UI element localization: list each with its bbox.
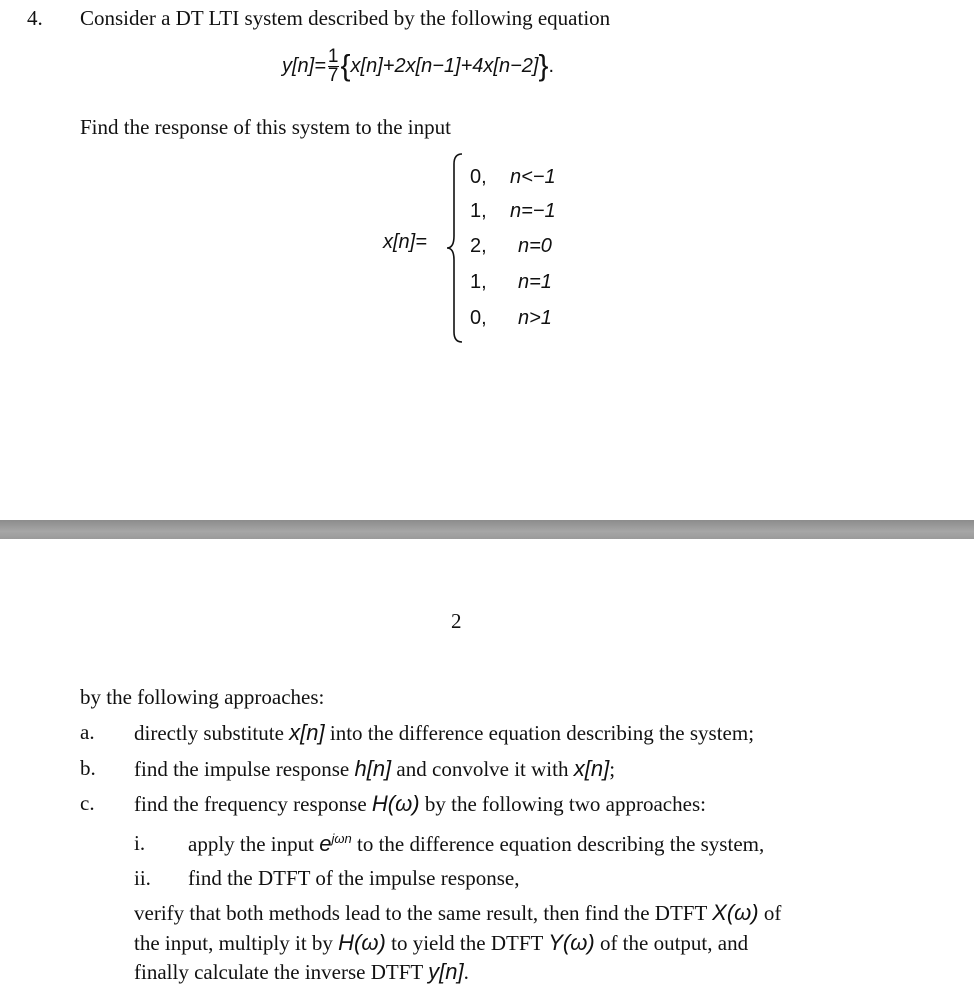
verify-3-post: .	[463, 960, 469, 984]
item-c-i-marker: i.	[134, 831, 146, 855]
verify-line-3	[134, 959, 469, 985]
piecewise-condition-4: n>1	[518, 307, 552, 329]
page-break-divider	[0, 520, 974, 539]
problem-intro: Consider a DT LTI system described by the following equation	[80, 6, 611, 30]
verify-line-1	[134, 900, 781, 926]
verify-3-pre: finally calculate the inverse DTFT	[134, 960, 429, 984]
item-c-text	[134, 791, 706, 817]
item-c-i-exponent: jωn	[331, 831, 352, 846]
item-b-symbol-x: x[n]	[573, 756, 610, 781]
piecewise-brace	[446, 152, 466, 344]
item-c-ii-marker: ii.	[134, 866, 151, 890]
piecewise-condition-3: n=1	[518, 271, 552, 293]
item-c-symbol: H(ω)	[371, 791, 420, 816]
item-b-mid: and convolve it with	[391, 757, 574, 781]
item-a-marker: a.	[80, 720, 95, 744]
item-a-post: into the difference equation describing the system;	[324, 721, 755, 745]
verify-line-2	[134, 930, 748, 956]
verify-1-post: of	[758, 901, 782, 925]
verify-2-symbol-y: Y(ω)	[548, 930, 595, 955]
piecewise-condition-2: n=0	[518, 235, 552, 257]
page-number: 2	[451, 609, 462, 633]
item-b-pre: find the impulse response	[134, 757, 355, 781]
item-b-post: ;	[609, 757, 616, 781]
item-c-i-post: to the difference equation describing the system,	[351, 832, 765, 856]
piecewise-value-2: 2,	[470, 235, 487, 257]
fraction-denominator: 7	[327, 65, 339, 86]
item-a-symbol: x[n]	[289, 720, 325, 745]
item-b-text	[134, 756, 615, 782]
item-c-pre: find the frequency response	[134, 792, 372, 816]
item-c-ii-text: find the DTFT of the impulse response,	[188, 866, 520, 890]
item-c-marker: c.	[80, 791, 95, 815]
piecewise-value-0: 0,	[470, 166, 487, 188]
brace-close: }	[538, 49, 549, 83]
piecewise-condition-0: n<−1	[510, 166, 556, 188]
brace-open: {	[340, 49, 351, 83]
verify-2-symbol-h: H(ω)	[338, 930, 386, 955]
one-seventh-fraction	[328, 48, 339, 85]
verify-2-pre: the input, multiply it by	[134, 931, 339, 955]
piecewise-value-3: 1,	[470, 271, 487, 293]
verify-2-post: of the output, and	[594, 931, 749, 955]
item-c-post: by the following two approaches:	[419, 792, 706, 816]
difference-equation	[282, 48, 554, 85]
verify-1-pre: verify that both methods lead to the same result, then find the DTFT	[134, 901, 713, 925]
item-b-marker: b.	[80, 756, 96, 780]
item-a-text	[134, 720, 754, 746]
item-c-i-base: e	[319, 831, 332, 856]
problem-number: 4.	[27, 6, 43, 30]
equation-body: x[n]+2x[n−1]+4x[n−2]	[350, 54, 539, 77]
fraction-numerator: 1	[327, 46, 339, 67]
piecewise-value-4: 0,	[470, 307, 487, 329]
item-c-i-text	[188, 831, 764, 857]
equation-period: .	[548, 54, 555, 77]
verify-1-symbol: X(ω)	[712, 900, 759, 925]
equation-lhs: y[n]=	[282, 54, 326, 77]
item-c-i-pre: apply the input	[188, 832, 320, 856]
piecewise-condition-1: n=−1	[510, 200, 556, 222]
verify-3-symbol: y[n]	[428, 959, 464, 984]
approaches-lead: by the following approaches:	[80, 685, 325, 709]
item-b-symbol-h: h[n]	[354, 756, 392, 781]
find-response-text: Find the response of this system to the input	[80, 115, 451, 139]
piecewise-value-1: 1,	[470, 200, 487, 222]
verify-2-mid: to yield the DTFT	[385, 931, 549, 955]
piecewise-lhs: x[n]=	[383, 231, 427, 253]
item-a-pre: directly substitute	[134, 721, 290, 745]
